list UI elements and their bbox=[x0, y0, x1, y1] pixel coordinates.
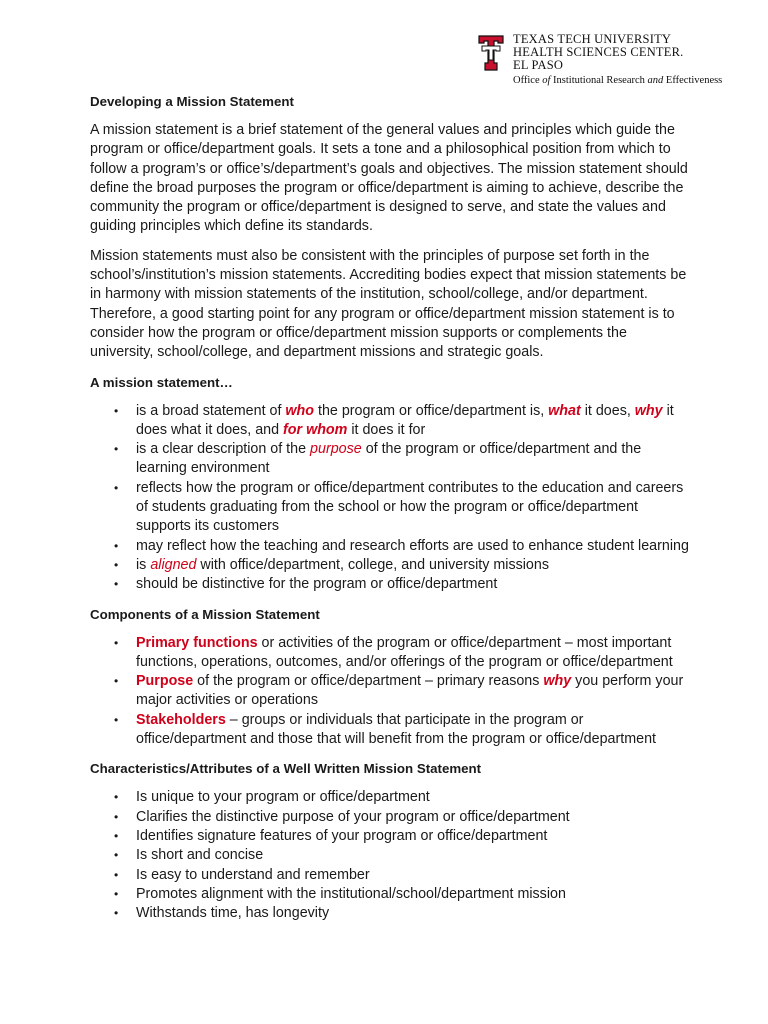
keyword-why: why bbox=[634, 402, 663, 419]
text-run: or activities of the program or office/department – most important functions, operations, outcomes, and/or offerings of the program or office/department bbox=[136, 634, 673, 670]
text-run: with office/department, college, and university missions bbox=[196, 556, 549, 573]
keyword-why: why bbox=[543, 673, 572, 690]
text-run: it does what it does, and bbox=[136, 402, 674, 438]
list-item bbox=[90, 556, 690, 575]
logo-line-3: EL PASO bbox=[513, 58, 564, 72]
text-run: is bbox=[136, 556, 151, 573]
office-text: Effectiveness bbox=[663, 75, 723, 86]
list-item bbox=[90, 788, 690, 807]
document-body bbox=[90, 92, 690, 923]
university-name bbox=[513, 33, 683, 72]
bullet-icon: • bbox=[114, 538, 119, 553]
list-item bbox=[90, 711, 690, 750]
keyword-aligned: aligned bbox=[150, 556, 197, 573]
double-t-logo-icon bbox=[477, 33, 505, 73]
university-logo bbox=[477, 33, 737, 93]
text-run: reflects how the program or office/department contributes to the education and careers of students graduating from the school or how the program or office/department supports its customers bbox=[136, 479, 684, 535]
text-run: Is unique to your program or office/department bbox=[136, 789, 430, 806]
list-item bbox=[90, 537, 690, 556]
keyword-who: who bbox=[285, 402, 314, 419]
consistency-paragraph: Mission statements must also be consistent with the principles of purpose set forth in the school’s/institution’s mission statements. Accrediting bodies expect that mission statements be in harmony with mission statements of the institution, school/college, and/or department. Therefore, a good starting point for any program or office/department mission statement is to consider how the program or office/department mission supports or complements the university, school/college, and department missions and strategic goals. bbox=[90, 247, 687, 361]
text-run: you perform your major activities or operations bbox=[136, 673, 684, 709]
list-item bbox=[90, 808, 690, 827]
components-list bbox=[90, 634, 690, 750]
mission-list bbox=[90, 402, 690, 595]
text-run: of the program or office/department and the learning environment bbox=[136, 441, 642, 477]
text-run: Is easy to understand and remember bbox=[136, 866, 370, 883]
text-run: of the program or office/department – primary reasons bbox=[193, 673, 544, 690]
keyword-what: what bbox=[548, 402, 581, 419]
components-heading: Components of a Mission Statement bbox=[90, 606, 320, 622]
office-text: Office bbox=[513, 75, 543, 86]
keyword-primary-functions: Primary functions bbox=[136, 634, 258, 651]
list-item bbox=[90, 846, 690, 865]
intro-paragraph: A mission statement is a brief statement of the general values and principles which guide the program or office/department goals. It sets a tone and a philosophical position from which to follow a program’s or office’s/department’s goals and objectives. The mission statement should define the broad purposes the program or office/department is aiming to achieve, describe the community the program or office/department is designed to serve, and state the values and guiding principles which define its standards. bbox=[90, 122, 688, 235]
bullet-icon: • bbox=[114, 809, 119, 824]
keyword-for-whom: for whom bbox=[283, 421, 348, 438]
text-run: Is short and concise bbox=[136, 847, 264, 864]
office-text-italic: and bbox=[647, 75, 664, 86]
list-item bbox=[90, 479, 690, 537]
characteristics-heading: Characteristics/Attributes of a Well Written Mission Statement bbox=[90, 761, 482, 777]
list-item bbox=[90, 866, 690, 885]
bullet-icon: • bbox=[114, 828, 119, 843]
bullet-icon: • bbox=[114, 403, 119, 418]
office-name bbox=[513, 75, 722, 86]
list-item bbox=[90, 402, 690, 441]
bullet-icon: • bbox=[114, 790, 119, 805]
logo-line-2: HEALTH SCIENCES CENTER. bbox=[513, 45, 684, 59]
text-run: it does, bbox=[580, 402, 635, 419]
bullet-icon: • bbox=[114, 906, 119, 921]
bullet-icon: • bbox=[114, 480, 119, 495]
text-run: Clarifies the distinctive purpose of your program or office/department bbox=[136, 808, 570, 825]
text-run: is a broad statement of bbox=[136, 402, 286, 419]
keyword-stakeholders: Stakeholders bbox=[136, 711, 226, 728]
bullet-icon: • bbox=[114, 577, 119, 592]
characteristics-list bbox=[90, 788, 690, 923]
logo-line-1: TEXAS TECH UNIVERSITY bbox=[513, 32, 672, 46]
list-item bbox=[90, 904, 690, 923]
document-title: Developing a Mission Statement bbox=[90, 94, 294, 109]
list-item bbox=[90, 885, 690, 904]
text-run: Withstands time, has longevity bbox=[136, 905, 330, 922]
list-item bbox=[90, 827, 690, 846]
bullet-icon: • bbox=[114, 848, 119, 863]
bullet-icon: • bbox=[114, 886, 119, 901]
bullet-icon: • bbox=[114, 442, 119, 457]
list-item bbox=[90, 672, 690, 711]
keyword-purpose: purpose bbox=[310, 441, 362, 458]
bullet-icon: • bbox=[114, 557, 119, 572]
list-item bbox=[90, 440, 690, 479]
list-item bbox=[90, 634, 690, 673]
text-run: it does it for bbox=[347, 421, 426, 438]
office-text-italic: of bbox=[542, 75, 551, 86]
bullet-icon: • bbox=[114, 712, 119, 727]
bullet-icon: • bbox=[114, 635, 119, 650]
mission-heading: A mission statement… bbox=[90, 374, 233, 390]
text-run: may reflect how the teaching and research efforts are used to enhance student learning bbox=[136, 537, 689, 554]
list-item bbox=[90, 575, 690, 594]
bullet-icon: • bbox=[114, 674, 119, 689]
text-run: Identifies signature features of your program or office/department bbox=[136, 827, 548, 844]
text-run: is a clear description of the bbox=[136, 441, 311, 458]
text-run: should be distinctive for the program or office/department bbox=[136, 576, 498, 593]
office-text: Institutional Research bbox=[550, 75, 648, 86]
keyword-purpose: Purpose bbox=[136, 673, 194, 690]
bullet-icon: • bbox=[114, 867, 119, 882]
text-run: Promotes alignment with the institutional/school/department mission bbox=[136, 885, 566, 902]
text-run: – groups or individuals that participate in the program or office/department and those that will benefit from the program or office/department bbox=[136, 711, 657, 748]
text-run: the program or office/department is, bbox=[314, 402, 549, 419]
